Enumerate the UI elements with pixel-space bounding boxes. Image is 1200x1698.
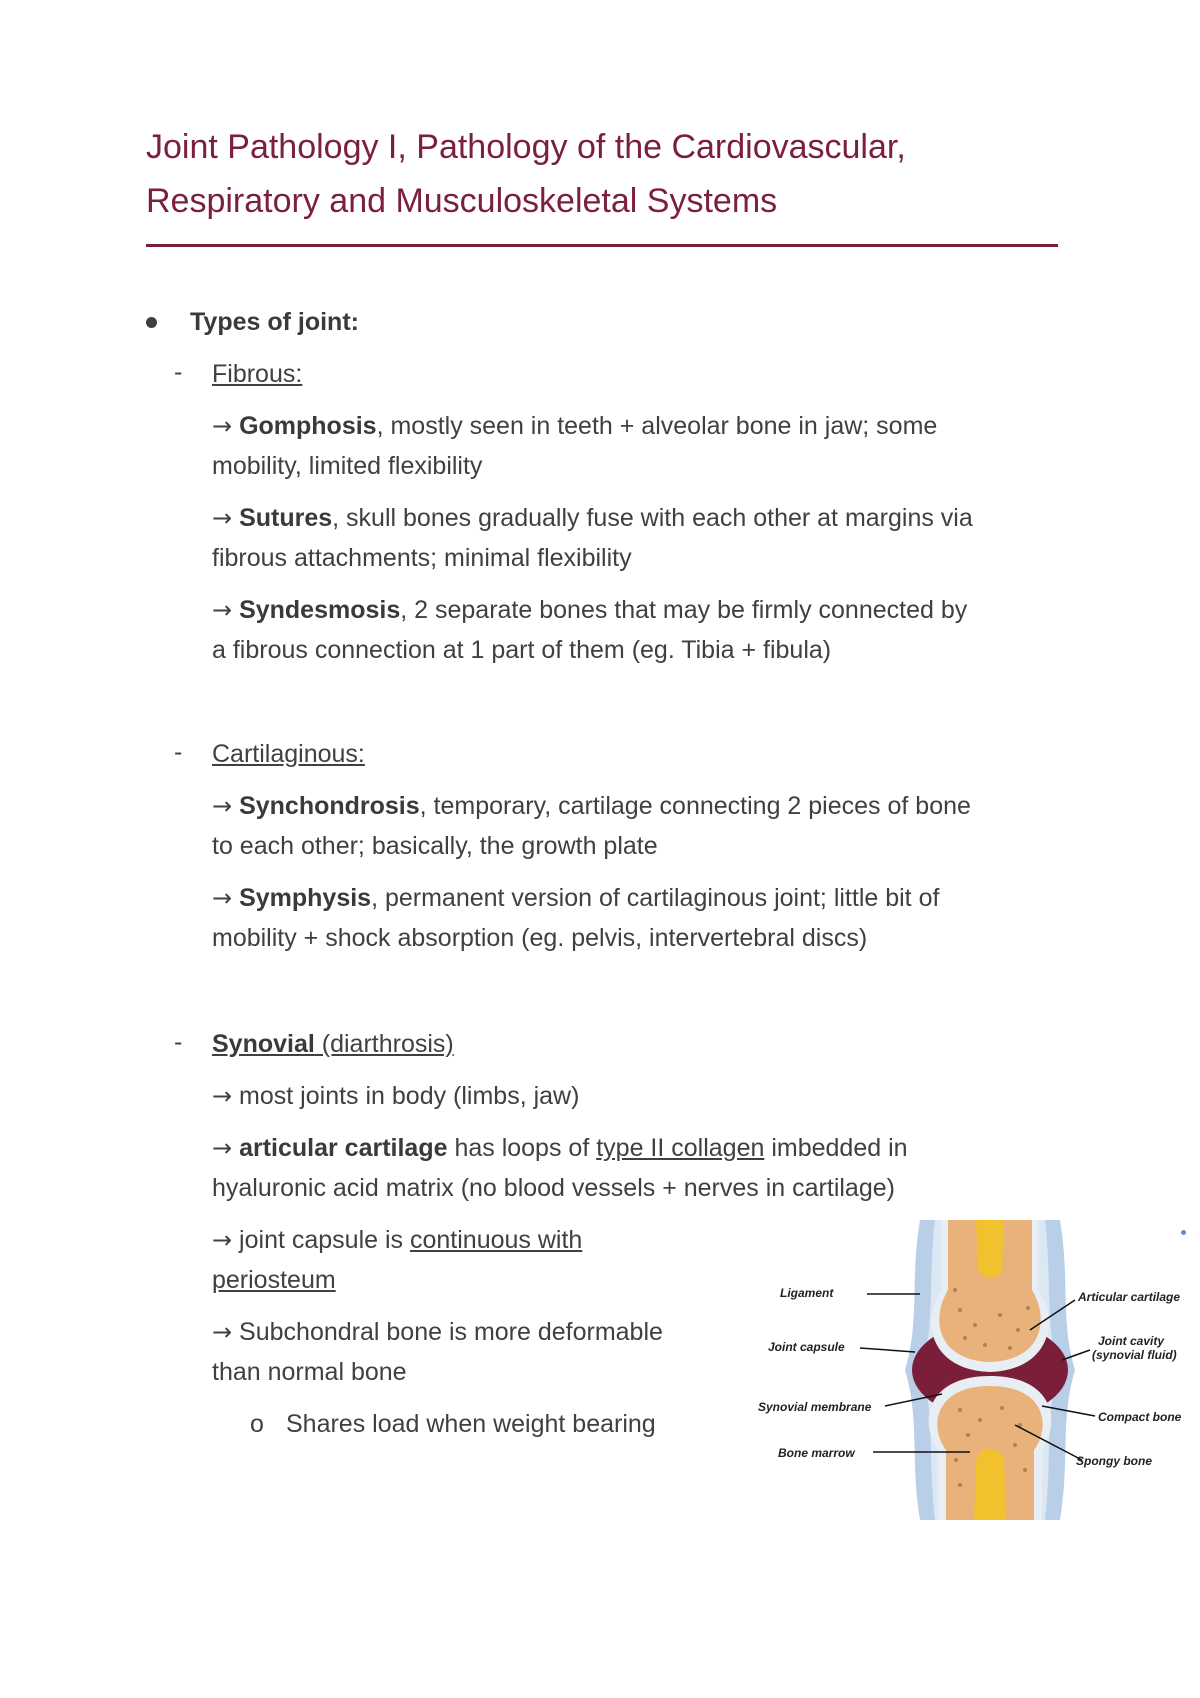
synchondrosis-line1: → Synchondrosis, temporary, cartilage connecting 2 pieces of bone xyxy=(212,792,971,820)
title-line-2: Respiratory and Musculoskeletal Systems xyxy=(146,182,778,220)
cartilaginous-label: Cartilaginous: xyxy=(212,740,365,768)
label-articular-cartilage: Articular cartilage xyxy=(1078,1290,1181,1304)
fibrous-label: Fibrous: xyxy=(212,360,303,388)
label-synovial-fluid: (synovial fluid) xyxy=(1092,1348,1177,1362)
arrow-icon: → xyxy=(212,596,233,624)
arrow-icon: → xyxy=(212,792,233,820)
sutures-line1: → Sutures, skull bones gradually fuse with each other at margins via xyxy=(212,504,973,532)
synovial-item-4-line1: → Subchondral bone is more deformable xyxy=(212,1318,663,1346)
arrow-icon: → xyxy=(212,1134,233,1162)
synovial-item-2-line2: hyaluronic acid matrix (no blood vessels + nerves in cartilage) xyxy=(212,1174,895,1202)
synovial-item-3-line1: → joint capsule is continuous with xyxy=(212,1226,583,1254)
gomphosis-line2: mobility, limited flexibility xyxy=(212,452,483,480)
label-spongy-bone: Spongy bone xyxy=(1076,1454,1152,1468)
label-ligament: Ligament xyxy=(780,1286,834,1300)
synovial-item-1: → most joints in body (limbs, jaw) xyxy=(212,1082,580,1110)
arrow-icon: → xyxy=(212,1082,233,1110)
gomphosis-line1: → Gomphosis, mostly seen in teeth + alveolar bone in jaw; some xyxy=(212,412,938,440)
symphysis-line1: → Symphysis, permanent version of cartilaginous joint; little bit of xyxy=(212,884,940,912)
dash-marker: - xyxy=(174,738,183,766)
joint-illustration xyxy=(770,1220,1200,1520)
label-joint-cavity: Joint cavity xyxy=(1098,1334,1165,1348)
sutures-line2: fibrous attachments; minimal flexibility xyxy=(212,544,632,572)
symphysis-line2: mobility + shock absorption (eg. pelvis, intervertebral discs) xyxy=(212,924,868,952)
syndesmosis-line1: → Syndesmosis, 2 separate bones that may be firmly connected by xyxy=(212,596,968,624)
synovial-item-3-line2: periosteum xyxy=(212,1266,336,1294)
upper-marrow xyxy=(976,1220,1004,1278)
label-synovial-membrane: Synovial membrane xyxy=(758,1400,872,1414)
synovial-joint-figure xyxy=(758,1220,1200,1520)
lower-marrow xyxy=(974,1449,1006,1520)
synovial-item-4-line2: than normal bone xyxy=(212,1358,407,1386)
synovial-label: Synovial (diarthrosis) xyxy=(212,1030,454,1058)
arrow-icon: → xyxy=(212,884,233,912)
dash-marker: - xyxy=(174,358,183,386)
label-compact-bone: Compact bone xyxy=(1098,1410,1182,1424)
section-heading: Types of joint: xyxy=(190,308,359,336)
sub-bullet-marker: o xyxy=(250,1410,264,1438)
arrow-icon: → xyxy=(212,504,233,532)
syndesmosis-line2: a fibrous connection at 1 part of them (eg. Tibia + fibula) xyxy=(212,636,832,664)
synovial-sub-item: Shares load when weight bearing xyxy=(286,1410,656,1438)
synovial-item-2-line1: → articular cartilage has loops of type II collagen imbedded in xyxy=(212,1134,908,1162)
bullet-icon xyxy=(146,317,157,328)
title-line-1: Joint Pathology I, Pathology of the Cardiovascular, xyxy=(146,128,906,166)
document-title xyxy=(146,120,1066,228)
label-joint-capsule: Joint capsule xyxy=(768,1340,845,1354)
arrow-icon: → xyxy=(212,1318,233,1346)
title-divider xyxy=(146,244,1058,247)
dash-marker: - xyxy=(174,1028,183,1056)
label-bone-marrow: Bone marrow xyxy=(778,1446,855,1460)
arrow-icon: → xyxy=(212,1226,233,1254)
arrow-icon: → xyxy=(212,412,233,440)
synchondrosis-line2: to each other; basically, the growth plate xyxy=(212,832,658,860)
